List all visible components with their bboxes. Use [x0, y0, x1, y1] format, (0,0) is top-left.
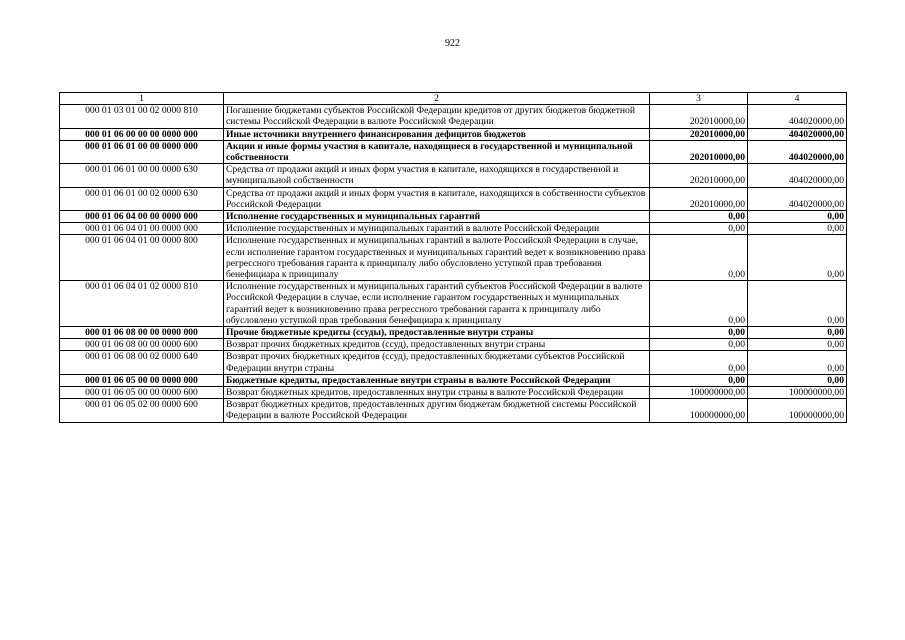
row-name: Возврат прочих бюджетных кредитов (ссуд), предоставленных внутри страны [224, 339, 650, 351]
value-column-4: 404020000,00 [748, 187, 847, 210]
table-row [60, 211, 847, 223]
value-column-4: 404020000,00 [748, 128, 847, 140]
value-column-3: 0,00 [650, 351, 748, 374]
column-header-value-2: 4 [748, 93, 847, 105]
row-name: Погашение бюджетами субъектов Российской Федерации кредитов от других бюджетов бюджетной системы Российской Федерации в валюте Российской Федерации [224, 105, 650, 128]
value-column-4: 404020000,00 [748, 105, 847, 128]
value-column-3: 0,00 [650, 211, 748, 223]
budget-classification-code: 000 01 06 08 00 00 0000 600 [60, 339, 224, 351]
value-column-3: 0,00 [650, 281, 748, 327]
row-name: Возврат бюджетных кредитов, предоставленных внутри страны в валюте Российской Федерации [224, 387, 650, 399]
row-name: Исполнение государственных и муниципальных гарантий в валюте Российской Федерации в случае, если исполнение гарантом государственных и муниципальных гарантий ведет к возникновению права регрессного требования гаранта к принципалу либо обусловлено уступкой прав требования бенефициара к принципалу [224, 235, 650, 281]
value-column-4: 0,00 [748, 211, 847, 223]
table-row [60, 327, 847, 339]
table-row [60, 164, 847, 187]
row-name: Исполнение государственных и муниципальных гарантий в валюте Российской Федерации [224, 223, 650, 235]
value-column-4: 0,00 [748, 235, 847, 281]
row-name: Средства от продажи акций и иных форм участия в капитале, находящихся в собственности субъектов Российской Федерации [224, 187, 650, 210]
row-name: Исполнение государственных и муниципальных гарантий субъектов Российской Федерации в валюте Российской Федерации в случае, если исполнение гарантом государственных и муниципальных гарантий ведет к возникновению права регрессного требования гаранта к принципалу либо обусловлено уступкой прав требования бенефициара к принципалу [224, 281, 650, 327]
table-row [60, 387, 847, 399]
value-column-4: 0,00 [748, 374, 847, 386]
value-column-4: 0,00 [748, 339, 847, 351]
budget-classification-code: 000 01 03 01 00 02 0000 810 [60, 105, 224, 128]
row-name: Бюджетные кредиты, предоставленные внутри страны в валюте Российской Федерации [224, 374, 650, 386]
table-row [60, 187, 847, 210]
budget-classification-code: 000 01 06 04 00 00 0000 000 [60, 211, 224, 223]
row-name: Иные источники внутреннего финансирования дефицитов бюджетов [224, 128, 650, 140]
value-column-3: 202010000,00 [650, 187, 748, 210]
row-name: Исполнение государственных и муниципальных гарантий [224, 211, 650, 223]
row-name: Акции и иные формы участия в капитале, находящиеся в государственной и муниципальной собственности [224, 140, 650, 163]
budget-classification-code: 000 01 06 01 00 00 0000 630 [60, 164, 224, 187]
value-column-4: 0,00 [748, 327, 847, 339]
value-column-3: 202010000,00 [650, 128, 748, 140]
table-row [60, 105, 847, 128]
table-row [60, 223, 847, 235]
value-column-4: 0,00 [748, 223, 847, 235]
table-row [60, 339, 847, 351]
budget-classification-code: 000 01 06 04 01 00 0000 000 [60, 223, 224, 235]
value-column-4: 404020000,00 [748, 140, 847, 163]
value-column-3: 0,00 [650, 223, 748, 235]
table-header-row [60, 93, 847, 105]
table-row [60, 281, 847, 327]
table-row [60, 374, 847, 386]
value-column-3: 100000000,00 [650, 387, 748, 399]
row-name: Прочие бюджетные кредиты (ссуды), предоставленные внутри страны [224, 327, 650, 339]
budget-classification-code: 000 01 06 01 00 00 0000 000 [60, 140, 224, 163]
table-row [60, 128, 847, 140]
budget-classification-code: 000 01 06 00 00 00 0000 000 [60, 128, 224, 140]
column-header-name: 2 [224, 93, 650, 105]
budget-classification-code: 000 01 06 05 00 00 0000 000 [60, 374, 224, 386]
value-column-3: 0,00 [650, 374, 748, 386]
value-column-3: 0,00 [650, 235, 748, 281]
table-row [60, 351, 847, 374]
page-number: 922 [445, 38, 460, 49]
budget-classification-code: 000 01 06 05 02 00 0000 600 [60, 399, 224, 422]
row-name: Возврат бюджетных кредитов, предоставленных другим бюджетам бюджетной системы Российской Федерации в валюте Российской Федерации [224, 399, 650, 422]
value-column-4: 0,00 [748, 351, 847, 374]
value-column-4: 0,00 [748, 281, 847, 327]
row-name: Средства от продажи акций и иных форм участия в капитале, находящихся в государственной и муниципальной собственности [224, 164, 650, 187]
value-column-3: 100000000,00 [650, 399, 748, 422]
value-column-4: 100000000,00 [748, 399, 847, 422]
value-column-3: 202010000,00 [650, 140, 748, 163]
budget-sources-table [59, 92, 847, 423]
value-column-4: 100000000,00 [748, 387, 847, 399]
column-header-code: 1 [60, 93, 224, 105]
value-column-3: 202010000,00 [650, 105, 748, 128]
budget-classification-code: 000 01 06 05 00 00 0000 600 [60, 387, 224, 399]
table-row [60, 235, 847, 281]
value-column-3: 202010000,00 [650, 164, 748, 187]
budget-classification-code: 000 01 06 04 01 00 0000 800 [60, 235, 224, 281]
table-row [60, 140, 847, 163]
column-header-value-1: 3 [650, 93, 748, 105]
value-column-3: 0,00 [650, 327, 748, 339]
value-column-4: 404020000,00 [748, 164, 847, 187]
value-column-3: 0,00 [650, 339, 748, 351]
budget-classification-code: 000 01 06 01 00 02 0000 630 [60, 187, 224, 210]
budget-classification-code: 000 01 06 08 00 02 0000 640 [60, 351, 224, 374]
table-row [60, 399, 847, 422]
budget-classification-code: 000 01 06 08 00 00 0000 000 [60, 327, 224, 339]
row-name: Возврат прочих бюджетных кредитов (ссуд), предоставленных бюджетами субъектов Российской Федерации внутри страны [224, 351, 650, 374]
budget-classification-code: 000 01 06 04 01 02 0000 810 [60, 281, 224, 327]
